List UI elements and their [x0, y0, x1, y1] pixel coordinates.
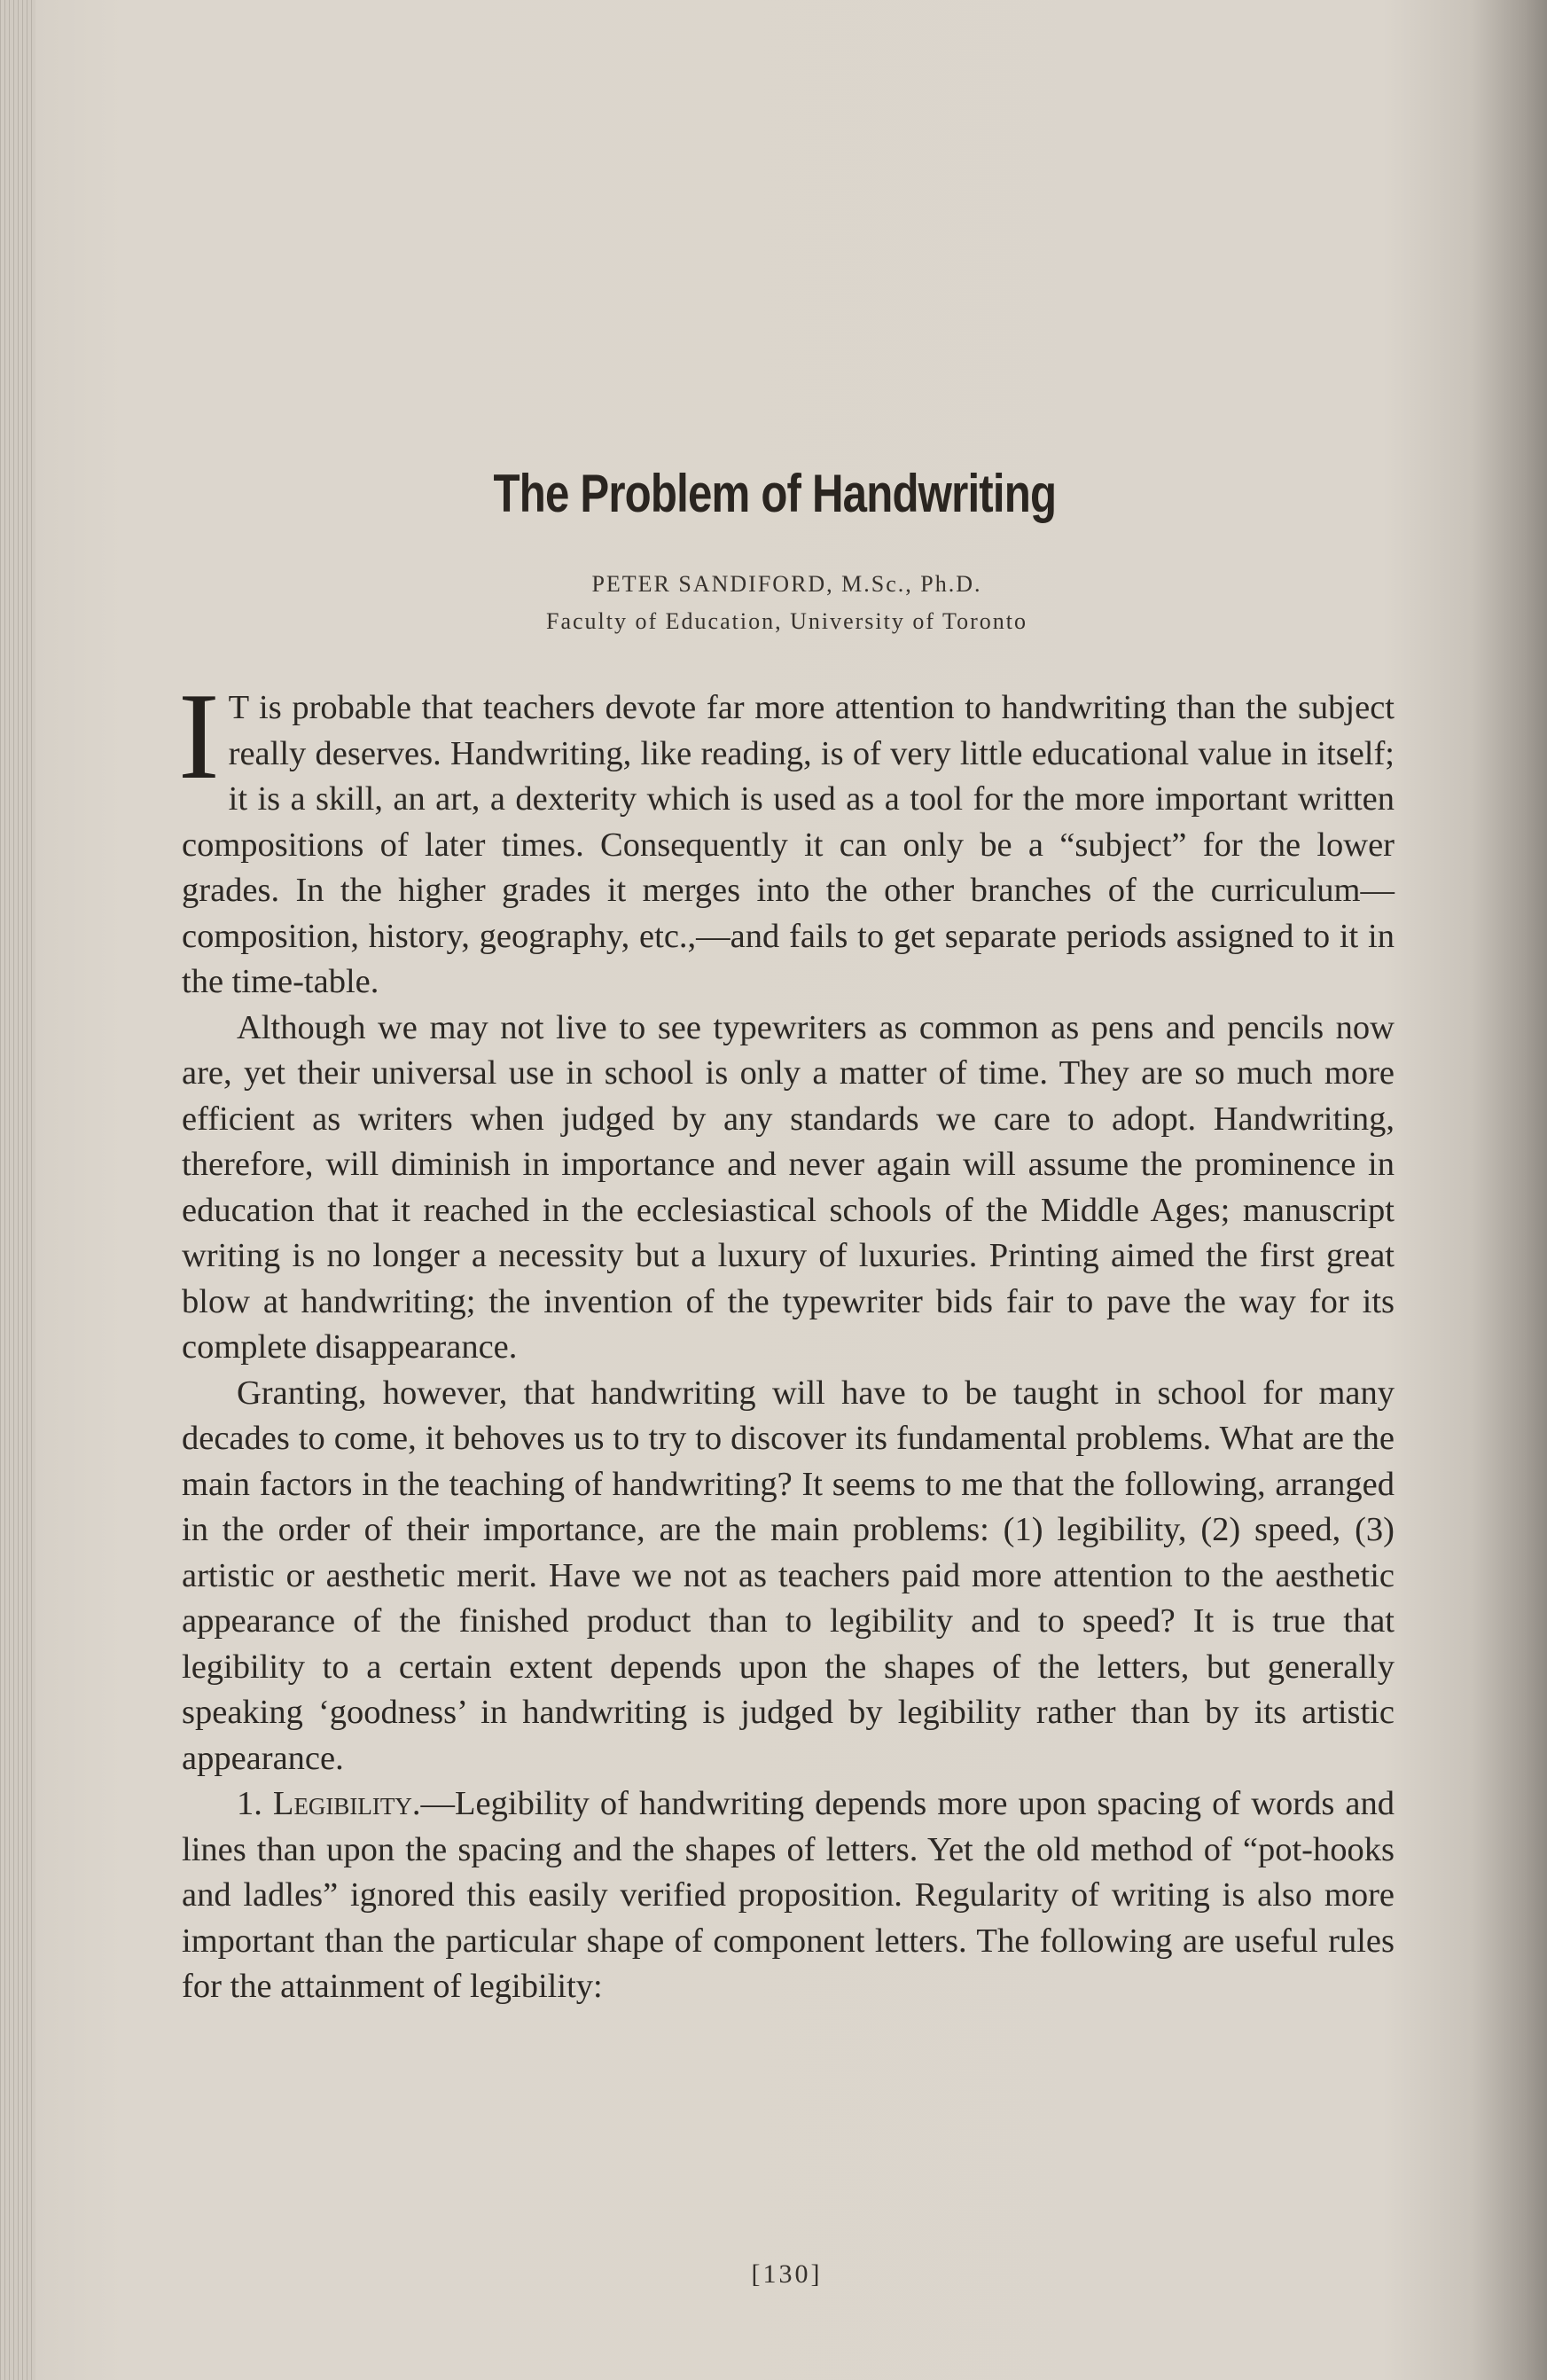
drop-cap: I — [178, 668, 220, 805]
author-line: PETER SANDIFORD, M.Sc., Ph.D. — [591, 571, 982, 597]
section-heading: Legibility. — [272, 1785, 421, 1822]
section-number: 1. — [237, 1785, 262, 1822]
page-number: [130] — [751, 2259, 823, 2289]
paragraph-1-text: T is probable that teachers devote far more attention to handwriting than the subject really deserves. Handwriting, like reading, is of very little educational value in itself; it is a skill, an art, a dexterity which is used as a tool for the more important written compositions of later times. Consequently it can only be a “subject” for the lower grades. In the higher grades it merges into the other branches of the curriculum—composition, history, geography, etc.,—and fails to get separate periods assigned to it in the time-table. — [182, 689, 1395, 1000]
article-body — [178, 668, 1395, 2010]
paragraph-2: Although we may not live to see typewriters as common as pens and pencils now are, yet their universal use in school is only a matter of time. They are so much more efficient as writers when judged by any standards we care to adopt. Handwriting, therefore, will diminish in importance and never again will assume the prominence in education that it reached in the ecclesiastical schools of the Middle Ages; manuscript writing is no longer a necessity but a luxury of luxuries. Printing aimed the first great blow at handwriting; the invention of the typewriter bids fair to pave the way for its complete disappearance. — [182, 1008, 1395, 1366]
book-gutter — [0, 0, 35, 2380]
paragraph-3: Granting, however, that handwriting will have to be taught in school for many decades to come, it behoves us to try to discover its fundamental problems. What are the main factors in the teaching of handwriting? It seems to me that the following, arranged in the order of their importance, are the main problems: (1) legibility, (2) speed, (3) artistic or aesthetic merit. Have we not as teachers paid more attention to the aesthetic appearance of the finished product than to legibility and to speed? It is true that legibility to a certain extent depends upon the shapes of the letters, but generally speaking ‘goodness’ in handwriting is judged by legibility rather than by its artistic appearance. — [182, 1374, 1395, 1777]
article-title: The Problem of Handwriting — [493, 464, 1057, 523]
paragraph-4-text: —Legibility of handwriting depends more upon spacing of words and lines than upon the spacing and the shapes of letters. Yet the old method of “pot-hooks and ladles” ignored this easily verified proposition. Regularity of writing is also more important than the particular shape of component letters. The following are useful rules for the attainment of legibility: — [182, 1785, 1395, 2005]
affiliation-line: Faculty of Education, University of Toronto — [546, 608, 1027, 634]
paragraph-4 — [182, 1781, 1395, 2010]
paragraph-1 — [178, 668, 1395, 1006]
